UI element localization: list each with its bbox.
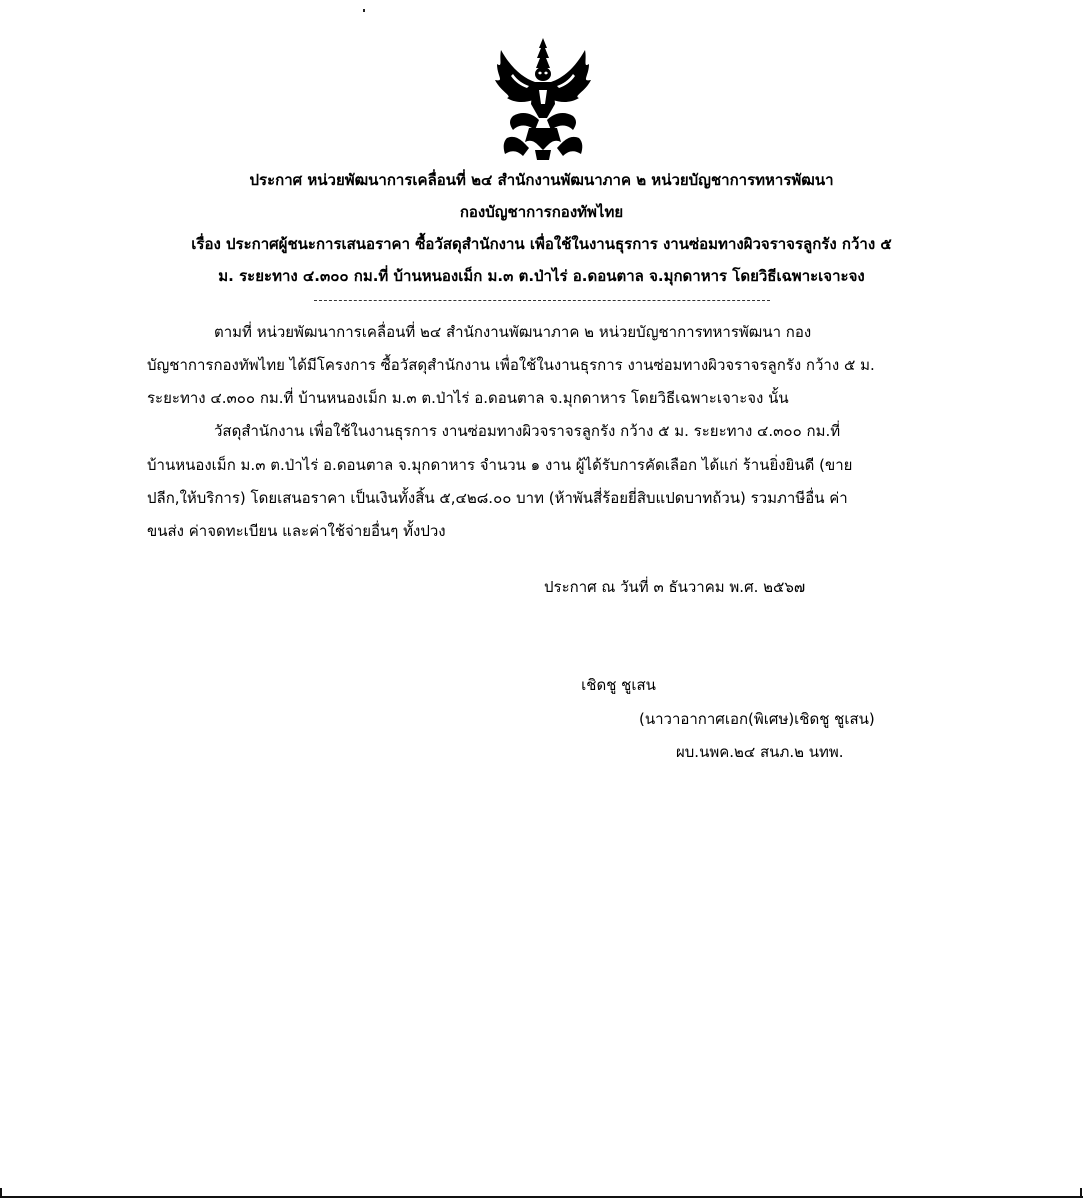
garuda-emblem-icon bbox=[483, 38, 603, 160]
paragraph-2-line-3: ปลีก,ให้บริการ) โดยเสนอราคา เป็นเงินทั้งสิ้น ๕,๔๒๘.๐๐ บาท (ห้าพันสี่ร้อยยี่สิบแปดบาทถ้วน) รวมภาษีอื่น ค่า bbox=[147, 489, 848, 507]
scan-border-right bbox=[1080, 1188, 1082, 1198]
signatory-full-name: (นาวาอากาศเอก(พิเศษ)เชิดชู ชูเสน) bbox=[639, 710, 875, 728]
heading-line-2: กองบัญชาการกองทัพไทย bbox=[459, 203, 624, 221]
paragraph-2-line-1: วัสดุสำนักงาน เพื่อใช้ในงานธุรการ งานซ่อมทางผิวจราจรลูกรัง กว้าง ๕ ม. ระยะทาง ๔.๓๐๐ กม.ที่ bbox=[214, 422, 841, 440]
announcement-date: ประกาศ ณ วันที่ ๓ ธันวาคม พ.ศ. ๒๕๖๗ bbox=[544, 578, 806, 596]
heading-divider bbox=[314, 300, 770, 301]
heading-line-1: ประกาศ หน่วยพัฒนาการเคลื่อนที่ ๒๔ สำนักงานพัฒนาภาค ๒ หน่วยบัญชาการทหารพัฒนา bbox=[249, 171, 834, 189]
paragraph-1-line-3: ระยะทาง ๔.๓๐๐ กม.ที่ บ้านหนองเม็ก ม.๓ ต.ป่าไร่ อ.ดอนตาล จ.มุกดาหาร โดยวิธีเฉพาะเจาะจง นั้น bbox=[147, 389, 789, 407]
subject-line-2: ม. ระยะทาง ๔.๓๐๐ กม.ที่ บ้านหนองเม็ก ม.๓ ต.ป่าไร่ อ.ดอนตาล จ.มุกดาหาร โดยวิธีเฉพาะเจาะจง bbox=[218, 267, 865, 285]
signatory-position: ผบ.นพค.๒๔ สนภ.๒ นทพ. bbox=[676, 743, 844, 761]
paragraph-2-line-4: ขนส่ง ค่าจดทะเบียน และค่าใช้จ่ายอื่นๆ ทั้งปวง bbox=[147, 522, 446, 540]
subject-line-1: เรื่อง ประกาศผู้ชนะการเสนอราคา ซื้อวัสดุสำนักงาน เพื่อใช้ในงานธุรการ งานซ่อมทางผิวจราจรลูกรัง กว้าง ๕ bbox=[191, 235, 892, 253]
scan-border-left bbox=[0, 1188, 2, 1198]
paragraph-1-line-2: บัญชาการกองทัพไทย ได้มีโครงการ ซื้อวัสดุสำนักงาน เพื่อใช้ในงานธุรการ งานซ่อมทางผิวจราจรลูกรัง กว้าง ๕ ม. bbox=[147, 356, 875, 374]
scan-border-bottom bbox=[0, 1196, 1083, 1198]
paragraph-2-line-2: บ้านหนองเม็ก ม.๓ ต.ป่าไร่ อ.ดอนตาล จ.มุกดาหาร จำนวน ๑ งาน ผู้ได้รับการคัดเลือก ได้แก่ ร้านยิ่งยินดี (ขาย bbox=[147, 456, 853, 474]
signed-name: เชิดชู ชูเสน bbox=[581, 676, 656, 694]
scan-speck bbox=[363, 9, 365, 12]
paragraph-1-line-1: ตามที่ หน่วยพัฒนาการเคลื่อนที่ ๒๔ สำนักงานพัฒนาภาค ๒ หน่วยบัญชาการทหารพัฒนา กอง bbox=[214, 323, 812, 341]
